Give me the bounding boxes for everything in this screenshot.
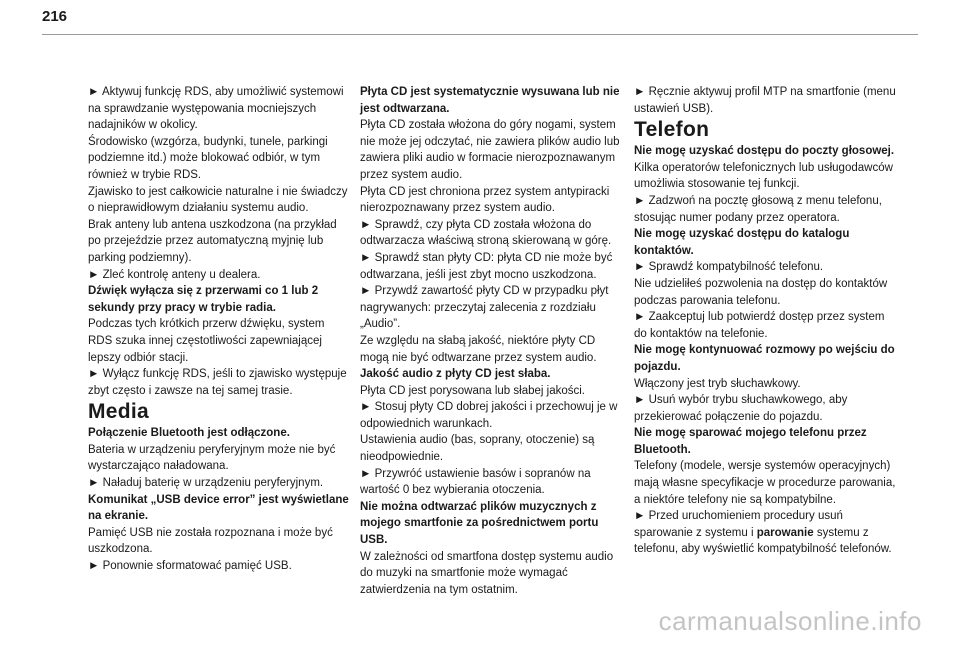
watermark-text: carmanualsonline.info — [658, 606, 922, 636]
instruction-item: ► Ręcznie aktywuj profil MTP na smartfonie (menu ustawień USB). — [634, 84, 896, 117]
instruction-item: ► Aktywuj funkcję RDS, aby umożliwić systemowi na sprawdzanie występowania mocniejszych nadajników w okolicy. — [88, 84, 350, 134]
question-heading: Dźwięk wyłącza się z przerwami co 1 lub 2 sekundy przy pracy w trybie radia. — [88, 285, 319, 314]
paragraph: Środowisko (wzgórza, budynki, tunele, parkingi podziemne itd.) może blokować odbiór, w tym również w trybie RDS. — [88, 135, 328, 181]
page-number: 216 — [42, 8, 68, 25]
paragraph: Kilka operatorów telefonicznych lub usługodawców umożliwia stosowanie tej funkcji. — [634, 161, 893, 191]
instruction-item: ► Naładuj baterię w urządzeniu peryferyjnym. — [88, 475, 350, 492]
paragraph: Nie udzieliłeś pozwolenia na dostęp do kontaktów podczas parowania telefonu. — [634, 277, 888, 307]
emphasis-text: parowanie — [756, 526, 814, 539]
instruction-item — [634, 508, 896, 558]
instruction-item: ► Sprawdź kompatybilność telefonu. — [634, 259, 896, 276]
paragraph: W zależności od smartfona dostęp systemu audio do muzyki na smartfonie może wymagać zatwierdzenia na tym ostatnim. — [360, 550, 614, 596]
instruction-item: ► Wyłącz funkcję RDS, jeśli to zjawisko występuje zbyt często i zawsze na tej samej trasie. — [88, 366, 350, 399]
paragraph: Płyta CD jest porysowana lub słabej jakości. — [360, 384, 585, 397]
instruction-text: systemu z telefonu, aby wyświetlić kompatybilność telefonów. — [634, 526, 892, 556]
question-heading: Połączenie Bluetooth jest odłączone. — [88, 427, 290, 440]
paragraph: Telefony (modele, wersje systemów operacyjnych) mają własne specyfikacje w procedurze parowania, a niektóre telefony nie są kompatybilne. — [634, 460, 896, 506]
paragraph: Płyta CD została włożona do góry nogami, system nie może jej odczytać, nie zawiera plików audio lub zawiera pliki audio w formacie nierozpoznawanym przez system audio. — [360, 119, 620, 181]
section-heading-media: Media — [88, 400, 150, 424]
instruction-item: ► Zleć kontrolę anteny u dealera. — [88, 267, 350, 284]
question-heading: Nie mogę sparować mojego telefonu przez Bluetooth. — [634, 427, 867, 456]
paragraph: Ustawienia audio (bas, soprany, otoczenie) są nieodpowiednie. — [360, 434, 595, 464]
instruction-text: Przed uruchomieniem procedury usuń sparowanie z systemu i — [634, 510, 843, 539]
paragraph: Brak anteny lub antena uszkodzona (na przykład po przejeździe przez automatyczną myjnię lub parking podziemny). — [88, 218, 337, 264]
instruction-item: ► Stosuj płyty CD dobrej jakości i przechowuj je w odpowiednich warunkach. — [360, 399, 622, 432]
question-heading: Nie mogę uzyskać dostępu do poczty głosowej. — [634, 145, 895, 158]
instruction-item: ► Przywdź zawartość płyty CD w przypadku płyt nagrywanych: przeczytaj zalecenia z rozdziału „Audio”. — [360, 283, 622, 333]
paragraph: Bateria w urządzeniu peryferyjnym może nie być wystarczająco naładowana. — [88, 443, 336, 473]
question-heading: Komunikat „USB device error” jest wyświetlane na ekranie. — [88, 493, 349, 523]
question-heading: Nie mogę uzyskać dostępu do katalogu kontaktów. — [634, 228, 850, 257]
paragraph: Pamięć USB nie została rozpoznana i może być uszkodzona. — [88, 526, 333, 556]
instruction-item: ► Sprawdź, czy płyta CD została włożona do odtwarzacza właściwą stroną skierowaną w górę. — [360, 217, 622, 250]
instruction-item: ► Przywróć ustawienie basów i sopranów na wartość 0 bez wybierania otoczenia. — [360, 466, 622, 499]
question-heading: Nie można odtwarzać plików muzycznych z mojego smartfonie za pośrednictwem portu USB. — [360, 500, 599, 547]
top-divider — [42, 34, 918, 35]
instruction-item: ► Ponownie sformatować pamięć USB. — [88, 558, 350, 575]
paragraph: Zjawisko to jest całkowicie naturalne i nie świadczy o nieprawidłowym działaniu systemu audio. — [88, 185, 348, 215]
question-heading: Jakość audio z płyty CD jest słaba. — [360, 368, 551, 381]
paragraph: Włączony jest tryb słuchawkowy. — [634, 377, 801, 390]
paragraph: Ze względu na słabą jakość, niektóre płyty CD mogą nie być odtwarzane przez system audio. — [360, 334, 597, 364]
instruction-item: ► Zadzwoń na pocztę głosową z menu telefonu, stosując numer podany przez operatora. — [634, 193, 896, 226]
column-1 — [88, 84, 350, 575]
section-heading-telefon: Telefon — [634, 118, 710, 142]
instruction-item: ► Zaakceptuj lub potwierdź dostęp przez system do kontaktów na telefonie. — [634, 309, 896, 342]
question-heading: Nie mogę kontynuować rozmowy po wejściu do pojazdu. — [634, 344, 895, 373]
instruction-item: ► Usuń wybór trybu słuchawkowego, aby przekierować połączenie do pojazdu. — [634, 392, 896, 425]
paragraph: Podczas tych krótkich przerw dźwięku, system RDS szuka innej częstotliwości zapewniającej lepszy odbiór stacji. — [88, 318, 325, 364]
column-3 — [634, 84, 896, 558]
paragraph: Płyta CD jest chroniona przez system antypiracki nierozpoznawany przez system audio. — [360, 185, 610, 215]
column-2 — [360, 84, 622, 598]
instruction-item: ► Sprawdź stan płyty CD: płyta CD nie może być odtwarzana, jeśli jest zbyt mocno uszkodzona. — [360, 250, 622, 283]
question-heading: Płyta CD jest systematycznie wysuwana lub nie jest odtwarzana. — [360, 86, 620, 115]
